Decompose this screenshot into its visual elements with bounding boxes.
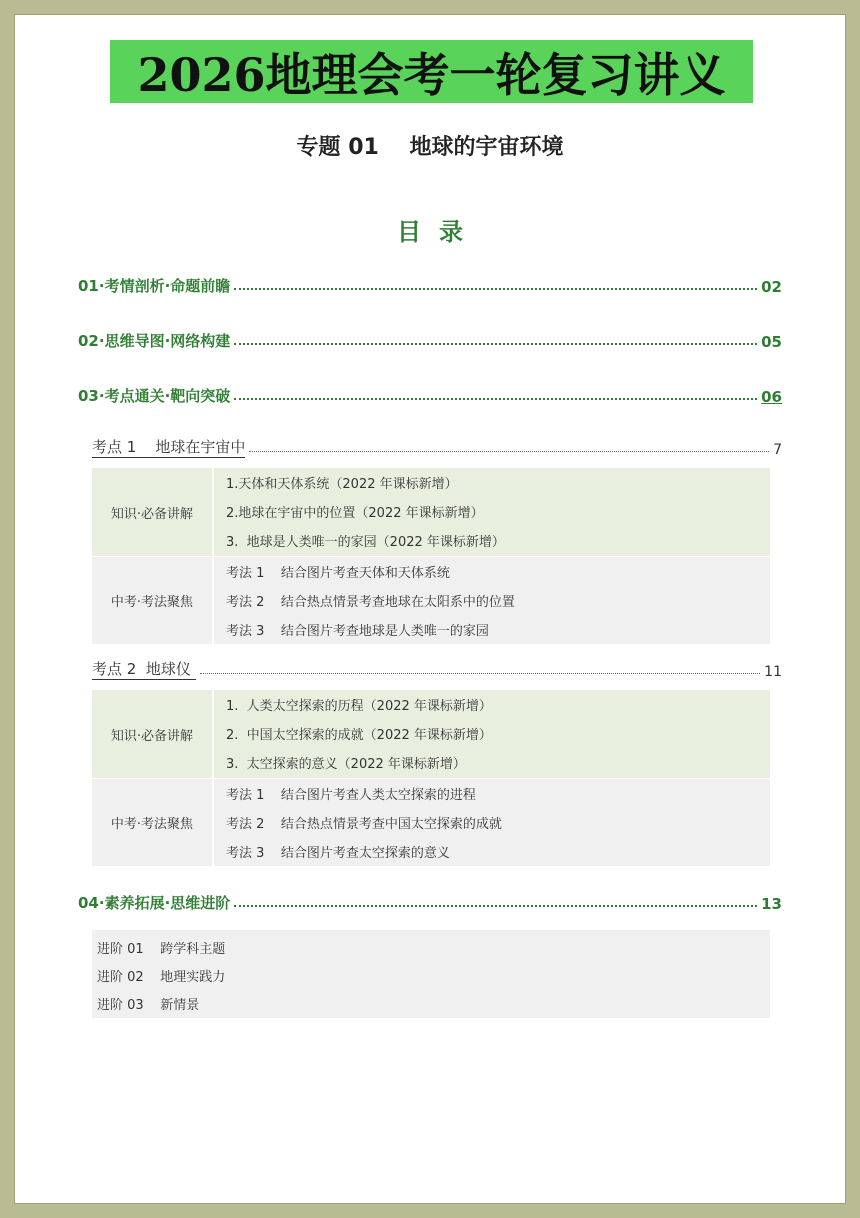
list-item[interactable]: 1.天体和天体系统（2022 年课标新增）: [226, 477, 458, 492]
point-title: 考点 1 地球在宇宙中: [92, 438, 246, 456]
list-item[interactable]: 1. 人类太空探索的历程（2022 年课标新增）: [226, 699, 492, 714]
section-page: 06: [761, 388, 782, 406]
method-list: [214, 557, 770, 644]
list-item[interactable]: 2.地球在宇宙中的位置（2022 年课标新增）: [226, 506, 484, 521]
toc-heading: 目录: [397, 218, 481, 246]
banner-title: 2026地理会考一轮复习讲义: [137, 47, 726, 102]
toc-section-02[interactable]: [78, 325, 782, 351]
list-item[interactable]: 考法 3 结合图片考查太空探索的意义: [226, 846, 450, 861]
knowledge-block-1: [92, 468, 770, 556]
section-page: 02: [761, 278, 782, 296]
list-item[interactable]: 3. 太空探索的意义（2022 年课标新增）: [226, 757, 466, 772]
list-item[interactable]: 考法 2 结合热点情景考查地球在太阳系中的位置: [226, 595, 515, 610]
list-item[interactable]: 考法 2 结合热点情景考查中国太空探索的成就: [226, 817, 502, 832]
list-item[interactable]: 考法 3 结合图片考查地球是人类唯一的家园: [226, 624, 489, 639]
method-list: [214, 779, 770, 866]
section-page: 13: [761, 895, 782, 913]
section-title: 02·思维导图·网络构建: [78, 332, 231, 350]
leader-dots: [234, 343, 757, 345]
toc-point-2[interactable]: [92, 656, 782, 680]
leader-dots: [234, 398, 757, 400]
point-page: 11: [764, 664, 782, 680]
toc-section-01[interactable]: [78, 270, 782, 296]
toc-section-04[interactable]: [78, 887, 782, 913]
knowledge-list: [214, 690, 770, 778]
knowledge-block-2: [92, 690, 770, 778]
list-item[interactable]: 考法 1 结合图片考查天体和天体系统: [226, 566, 450, 581]
list-item[interactable]: 考法 1 结合图片考查人类太空探索的进程: [226, 788, 476, 803]
leader-dots: [200, 673, 761, 674]
advanced-block: [92, 930, 770, 1018]
knowledge-list: [214, 468, 770, 556]
method-block-1: [92, 557, 770, 644]
list-item[interactable]: 进阶 01 跨学科主题: [97, 941, 226, 957]
list-item[interactable]: 2. 中国太空探索的成就（2022 年课标新增）: [226, 728, 492, 743]
method-label: 中考·考法聚焦: [92, 779, 214, 866]
list-item[interactable]: 进阶 03 新情景: [97, 997, 200, 1013]
knowledge-label: 知识·必备讲解: [92, 468, 214, 556]
point-page: 7: [773, 442, 782, 458]
method-label: 中考·考法聚焦: [92, 557, 214, 644]
section-title: 01·考情剖析·命题前瞻: [78, 277, 231, 295]
point-title: 考点 2 地球仪: [92, 660, 196, 678]
section-title: 04·素养拓展·思维进阶: [78, 894, 231, 912]
knowledge-label: 知识·必备讲解: [92, 690, 214, 778]
leader-dots: [234, 288, 757, 290]
section-page: 05: [761, 333, 782, 351]
toc-point-1[interactable]: [92, 434, 782, 458]
list-item[interactable]: 3. 地球是人类唯一的家园（2022 年课标新增）: [226, 535, 505, 550]
page-subtitle: 专题 01 地球的宇宙环境: [296, 135, 564, 160]
leader-dots: [234, 905, 757, 907]
list-item[interactable]: 进阶 02 地理实践力: [97, 969, 226, 985]
method-block-2: [92, 779, 770, 866]
toc-section-03[interactable]: [78, 380, 782, 406]
title-banner: [110, 40, 753, 103]
leader-dots: [249, 451, 769, 452]
section-title: 03·考点通关·靶向突破: [78, 387, 231, 405]
